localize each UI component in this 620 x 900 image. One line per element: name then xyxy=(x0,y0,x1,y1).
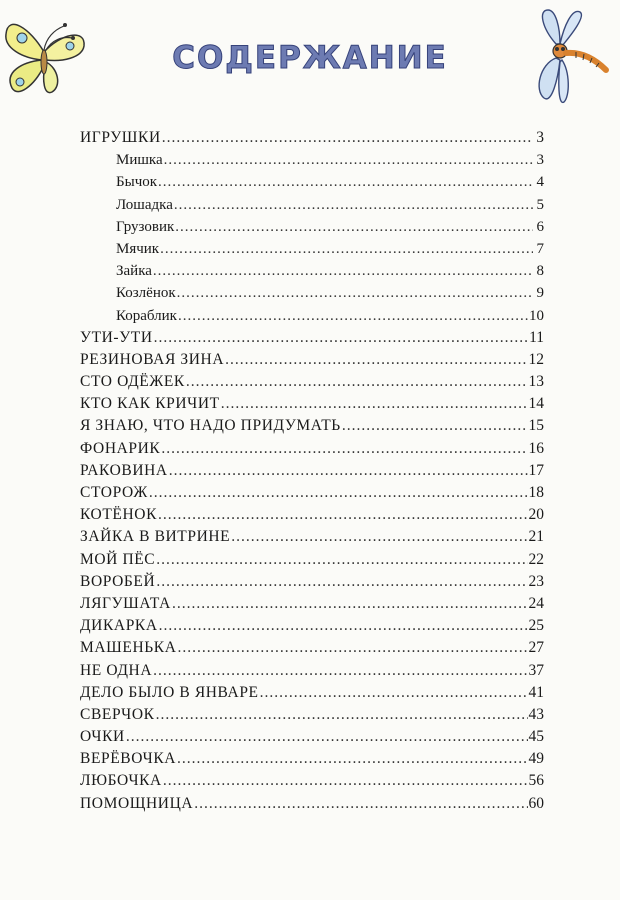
toc-entry-label: Лошадка xyxy=(116,196,173,213)
toc-leader-dots xyxy=(126,726,528,748)
toc-leader-dots xyxy=(175,216,533,238)
toc-leader-dots xyxy=(178,637,528,659)
toc-entry-page: 56 xyxy=(528,772,544,790)
toc-leader-dots xyxy=(158,171,533,193)
toc-leader-dots xyxy=(153,660,527,682)
toc-leader-dots xyxy=(174,194,533,216)
toc-entry-label: ОЧКИ xyxy=(80,728,125,746)
toc-entry-label: Зайка xyxy=(116,263,152,280)
toc-entry-page: 20 xyxy=(528,506,544,524)
toc-entry xyxy=(80,726,544,748)
toc-entry-label: КОТЁНОК xyxy=(80,506,158,524)
toc-entry-page: 15 xyxy=(528,417,544,435)
toc-entry-page: 43 xyxy=(528,705,544,723)
toc-entry xyxy=(80,748,544,770)
toc-subentry xyxy=(80,149,544,171)
toc-entry-label: КТО КАК КРИЧИТ xyxy=(80,395,220,413)
toc-subentry xyxy=(80,171,544,193)
toc-entry xyxy=(80,571,544,593)
toc-leader-dots xyxy=(156,549,527,571)
toc-entry xyxy=(80,660,544,682)
toc-entry xyxy=(80,460,544,482)
toc-entry-label: СВЕРЧОК xyxy=(80,705,155,723)
toc-entry-label: СТОРОЖ xyxy=(80,484,148,501)
toc-entry-page: 49 xyxy=(528,750,544,768)
toc-subentry xyxy=(80,216,544,238)
toc-entry-page: 45 xyxy=(528,728,544,746)
toc-entry-label: СТО ОДЁЖЕК xyxy=(80,373,185,391)
toc-entry-label: ЗАЙКА В ВИТРИНЕ xyxy=(80,528,231,546)
toc-leader-dots xyxy=(221,393,528,415)
toc-entry-page: 41 xyxy=(528,683,544,701)
toc-leader-dots xyxy=(231,526,527,548)
toc-leader-dots xyxy=(158,504,527,526)
toc-entry-label: Мячик xyxy=(116,240,160,257)
toc-entry xyxy=(80,371,544,393)
toc-entry xyxy=(80,615,544,637)
toc-entry-page: 27 xyxy=(528,639,544,657)
toc-entry-page: 9 xyxy=(536,285,544,302)
toc-entry-page: 60 xyxy=(528,794,544,812)
toc-entry-page: 8 xyxy=(536,263,544,280)
toc-entry-page: 16 xyxy=(528,439,544,457)
toc-entry-page: 17 xyxy=(528,461,544,479)
toc-entry xyxy=(80,793,544,815)
toc-leader-dots xyxy=(154,327,528,349)
toc-leader-dots xyxy=(225,349,527,371)
toc-leader-dots xyxy=(162,127,533,149)
toc-entry xyxy=(80,127,544,149)
toc-leader-dots xyxy=(172,593,528,615)
toc-subentry xyxy=(80,260,544,282)
toc-entry-label: Кораблик xyxy=(116,307,177,324)
page-title: СОДЕРЖАНИЕ xyxy=(172,40,448,76)
toc-entry xyxy=(80,593,544,615)
toc-subentry xyxy=(80,194,544,216)
toc-leader-dots xyxy=(260,682,528,704)
toc-leader-dots xyxy=(186,371,528,393)
toc-entry-page: 37 xyxy=(528,661,544,679)
toc-entry-page: 23 xyxy=(528,572,544,590)
toc-leader-dots xyxy=(177,748,527,770)
toc-entry-label: Козлёнок xyxy=(116,285,176,302)
toc-leader-dots xyxy=(164,149,533,171)
toc-entry-label: ВОРОБЕЙ xyxy=(80,572,156,590)
toc-entry-label: ПОМОЩНИЦА xyxy=(80,794,194,812)
toc-entry-label: Мишка xyxy=(116,152,163,169)
toc-leader-dots xyxy=(156,571,527,593)
toc-entry-page: 7 xyxy=(536,240,544,257)
toc-entry-page: 6 xyxy=(536,218,544,235)
toc-entry-label: ВЕРЁВОЧКА xyxy=(80,750,177,768)
toc-entry xyxy=(80,438,544,460)
toc-leader-dots xyxy=(342,415,528,437)
toc-subentry xyxy=(80,282,544,304)
toc-entry-label: ЛЮБОЧКА xyxy=(80,772,162,790)
toc-leader-dots xyxy=(178,305,528,327)
toc-entry xyxy=(80,393,544,415)
toc-entry-page: 14 xyxy=(528,395,544,413)
toc-entry xyxy=(80,549,544,571)
toc-entry xyxy=(80,349,544,371)
toc-leader-dots xyxy=(156,704,528,726)
toc-entry xyxy=(80,770,544,792)
toc-entry-label: РАКОВИНА xyxy=(80,461,168,479)
toc-entry-label: Я ЗНАЮ, ЧТО НАДО ПРИДУМАТЬ xyxy=(80,417,341,435)
toc-entry xyxy=(80,704,544,726)
toc-entry xyxy=(80,482,544,504)
toc-entry-label: НЕ ОДНА xyxy=(80,661,153,679)
toc-entry-page: 22 xyxy=(528,550,544,568)
toc-entry-label: ДИКАРКА xyxy=(80,617,158,635)
toc-entry-label: МАШЕНЬКА xyxy=(80,639,177,657)
toc-leader-dots xyxy=(149,482,528,504)
toc-subentry xyxy=(80,238,544,260)
toc-entry-page: 13 xyxy=(528,373,544,391)
toc-list xyxy=(80,127,544,815)
toc-leader-dots xyxy=(161,438,527,460)
toc-subentry xyxy=(80,305,544,327)
toc-entry xyxy=(80,504,544,526)
toc-leader-dots xyxy=(153,260,533,282)
toc-entry xyxy=(80,327,544,349)
toc-entry-label: ДЕЛО БЫЛО В ЯНВАРЕ xyxy=(80,683,259,701)
toc-entry-label: Бычок xyxy=(116,174,158,191)
toc-entry-page: 3 xyxy=(536,129,544,146)
toc-entry-page: 21 xyxy=(528,528,544,546)
toc-leader-dots xyxy=(169,460,528,482)
toc-entry xyxy=(80,682,544,704)
toc-entry-label: Грузовик xyxy=(116,218,175,235)
toc-entry-label: ЛЯГУШАТА xyxy=(80,594,171,612)
toc-entry-page: 25 xyxy=(528,617,544,635)
toc-leader-dots xyxy=(159,615,528,637)
dragonfly-icon xyxy=(520,4,612,108)
toc-entry-label: УТИ-УТИ xyxy=(80,328,153,346)
toc-entry-page: 24 xyxy=(528,594,544,612)
toc-entry xyxy=(80,415,544,437)
toc-leader-dots xyxy=(194,793,527,815)
toc-entry-label: ФОНАРИК xyxy=(80,439,161,457)
toc-leader-dots xyxy=(160,238,533,260)
toc-leader-dots xyxy=(163,770,528,792)
toc-entry-label: РЕЗИНОВАЯ ЗИНА xyxy=(80,350,225,368)
toc-entry-page: 5 xyxy=(536,196,544,213)
toc-entry-page: 11 xyxy=(529,328,544,346)
toc-entry-page: 3 xyxy=(536,152,544,169)
toc-entry xyxy=(80,526,544,548)
toc-entry-page: 12 xyxy=(528,350,544,368)
toc-entry xyxy=(80,637,544,659)
toc-entry-label: ИГРУШКИ xyxy=(80,129,161,146)
toc-leader-dots xyxy=(177,282,533,304)
toc-entry-page: 10 xyxy=(529,307,544,324)
toc-entry-page: 4 xyxy=(536,174,544,191)
toc-entry-page: 18 xyxy=(528,484,544,501)
toc-entry-label: МОЙ ПЁС xyxy=(80,550,156,568)
